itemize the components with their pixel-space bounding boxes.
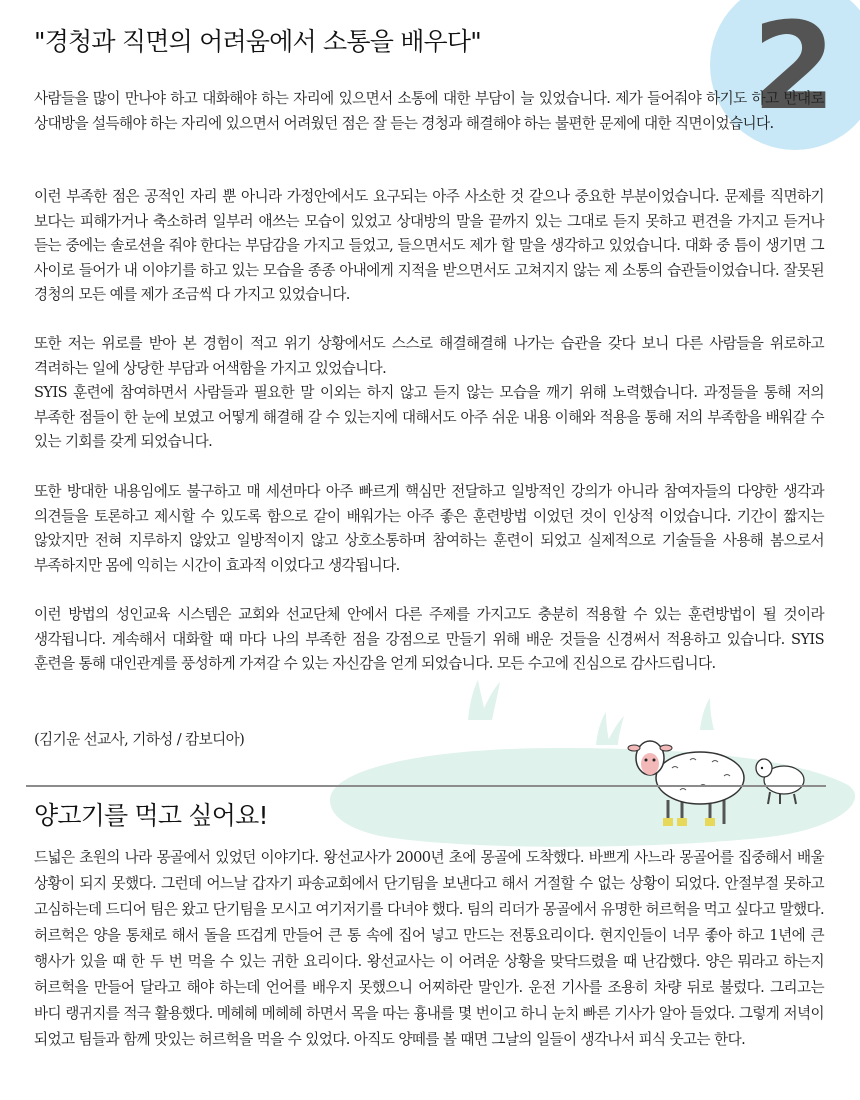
article-paragraph: 이런 방법의 성인교육 시스템은 교회와 선교단체 안에서 다른 주제를 가지고도 충분히 적용할 수 있는 훈련방법이 될 것이라 생각됩니다. 계속해서 대화할 때 마다 나의 부족한 점을 강점으로 만들기 위해 배운 것들을 신경써서 적용하고 있습니다. SYIS 훈련을 통해 대인관계를 풍성하게 가져갈 수 있는 자신감을 얻게 되었습니다. 모든 수고에 진심으로 감사드립니다.: [34, 606, 824, 673]
meadow-shape: [330, 748, 855, 847]
article-title: "경청과 직면의 어려움에서 소통을 배우다": [34, 27, 481, 56]
article-paragraph: 이런 부족한 점은 공적인 자리 뿐 아니라 가정안에서도 요구되는 아주 사소한 것 같으나 중요한 부분이었습니다. 문제를 직면하기 보다는 피해가거나 축소하려 일부러 애쓰는 모습이 있었고 상대방의 말을 끝까지 있는 그대로 듣지 못하고 편견을 가지고 듣거나 듣는 중에는 솔로션을 줘야 한다는 부담감을 가지고 들었고, 들으면서도 제가 할 말을 생각하고 있었습니다. 대화 중 틈이 생기면 그 사이로 들어가 내 이야기를 하고 있는 모습을 종종 아내에게 지적을 받으면서도 고쳐지지 않는 제 소통의 습관들이었습니다. 잘못된 경청의 모든 예를 제가 조금씩 다 가지고 있었습니다.: [34, 188, 824, 304]
article-body: 드넓은 초원의 나라 몽골에서 있었던 이야기다. 왕선교사가 2000년 초에 몽골에 도착했다. 바쁘게 사느라 몽골어를 집중해서 배울 상황이 되지 못했다. 그런데 어느날 갑자기 파송교회에서 단기팀을 보낸다고 해서 거절할 수 없는 상황이 되었다. 안절부절 못하고 고심하는데 드디어 팀은 왔고 단기팀을 모시고 여기저기를 다녀야 했다. 팀의 리더가 몽골에서 유명한 허르헉을 먹고 싶다고 말했다. 허르헉은 양을 통채로 해서 돌을 뜨겁게 만들어 큰 통 속에 집어 넣고 만드는 전통요리이다. 현지인들이 너무 좋아 하고 1년에 큰 행사가 있을 때 한 두 번 먹을 수 있는 귀한 요리이다. 왕선교사는 이 어려운 상황을 맞닥드렸을 때 난감했다. 양은 뭐라고 하는지 허르헉을 만들어 달라고 해야 하는데 언어를 배우지 못했으니 어찌하란 말인가. 운전 기사를 조용히 차량 뒤로 불렀다. 그리고는 바디 랭귀지를 적극 활용했다. 메헤헤 메헤헤 하면서 목을 따는 흉내를 몇 번이고 하니 눈치 빠른 기사가 알아 들었다. 그렇게 저녁이 되었고 팀들과 함께 맛있는 허르헉을 먹을 수 있었다. 아직도 양떼를 볼 때면 그날의 일들이 생각나서 피식 웃고는 한다.: [34, 849, 824, 1048]
article-title: 양고기를 먹고 싶어요!: [34, 801, 268, 830]
article-paragraph: 사람들을 많이 만나야 하고 대화해야 하는 자리에 있으면서 소통에 대한 부담이 늘 있었습니다. 제가 들어줘야 하기도 하고 반대로 상대방을 설득해야 하는 자리에 있으면서 어려웠던 점은 잘 듣는 경청과 해결해야 하는 불편한 문제에 대한 직면이었습니다.: [34, 90, 824, 132]
author-signature: (김기운 선교사, 기하성 / 캄보디아): [34, 731, 245, 748]
section-divider: [26, 785, 826, 787]
article-paragraph: 또한 저는 위로를 받아 본 경험이 적고 위기 상황에서도 스스로 해결해결해 나가는 습관을 갖다 보니 다른 사람들을 위로하고 격려하는 일에 상당한 부담과 어색함을 가지고 있었습니다. SYIS 훈련에 참여하면서 사람들과 필요한 말 이외는 하지 않고 듣지 않는 모습을 깨기 위해 노력했습니다. 과정들을 통해 저의 부족한 점들이 한 눈에 보였고 어떻게 해결해 갈 수 있는지에 대해서도 아주 쉬운 내용 이해와 적용을 통해 저의 부족함을 배워갈 수 있는 기회를 갖게 되었습니다.: [34, 335, 824, 451]
grass-tufts-illustration: [468, 680, 714, 745]
page-number: 2: [752, 0, 836, 137]
article-paragraph: 또한 방대한 내용임에도 불구하고 매 세션마다 아주 빠르게 핵심만 전달하고 일방적인 강의가 아니라 참여자들의 다양한 생각과 의견들을 토론하고 제시할 수 있도록 함으로 같이 배워가는 아주 좋은 훈련방법 이었던 것이 인상적 이었습니다. 기간이 짧지는 않았지만 전혀 지루하지 않았고 일방적이지 않고 상호소통하며 참여하는 훈련이 되었고 실제적으로 기술들을 사용해 봄으로서 부족하지만 몸에 익히는 시간이 효과적 이었다고 생각됩니다.: [34, 483, 824, 574]
